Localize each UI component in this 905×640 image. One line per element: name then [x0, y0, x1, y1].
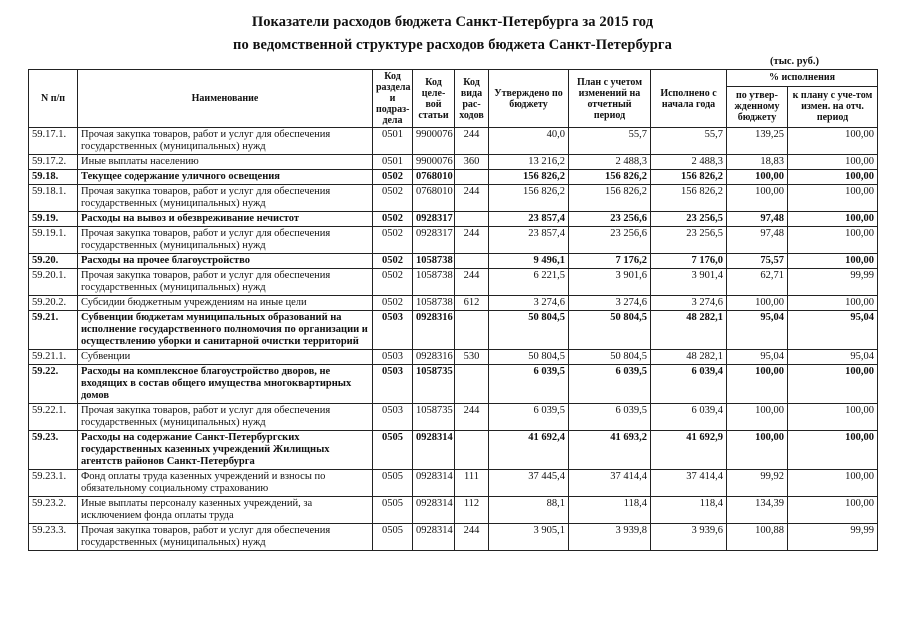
- cell-num: 59.23.3.: [29, 524, 78, 551]
- cell-type: [455, 170, 489, 185]
- cell-pct-approved: 100,00: [727, 365, 788, 404]
- units-label: (тыс. руб.): [770, 56, 819, 67]
- cell-pct-plan: 100,00: [788, 431, 878, 470]
- table-row: [29, 269, 878, 296]
- cell-num: 59.18.1.: [29, 185, 78, 212]
- cell-article: 9900076: [413, 155, 455, 170]
- cell-pct-approved: 100,00: [727, 170, 788, 185]
- cell-section: 0503: [373, 404, 413, 431]
- cell-executed: 118,4: [651, 497, 727, 524]
- cell-pct-plan: 95,04: [788, 311, 878, 350]
- cell-type: [455, 311, 489, 350]
- cell-plan: 156 826,2: [569, 185, 651, 212]
- cell-pct-approved: 139,25: [727, 128, 788, 155]
- cell-type: 244: [455, 404, 489, 431]
- cell-num: 59.19.1.: [29, 227, 78, 254]
- cell-num: 59.21.1.: [29, 350, 78, 365]
- cell-section: 0502: [373, 212, 413, 227]
- cell-pct-approved: 100,00: [727, 185, 788, 212]
- cell-executed: 37 414,4: [651, 470, 727, 497]
- header-section: Код раздела и подраз-дела: [373, 70, 413, 128]
- cell-section: 0505: [373, 497, 413, 524]
- cell-executed: 3 939,6: [651, 524, 727, 551]
- header-executed: Исполнено с начала года: [651, 70, 727, 128]
- cell-name: Субвенции: [78, 350, 373, 365]
- cell-section: 0502: [373, 269, 413, 296]
- cell-section: 0503: [373, 311, 413, 350]
- table-body: [29, 128, 878, 551]
- table-row: [29, 296, 878, 311]
- cell-pct-approved: 100,00: [727, 431, 788, 470]
- header-name: Наименование: [78, 70, 373, 128]
- table-row: [29, 170, 878, 185]
- cell-pct-approved: 100,88: [727, 524, 788, 551]
- header-type: Код вида рас-ходов: [455, 70, 489, 128]
- cell-type: 244: [455, 269, 489, 296]
- cell-executed: 156 826,2: [651, 185, 727, 212]
- cell-num: 59.23.: [29, 431, 78, 470]
- cell-pct-approved: 134,39: [727, 497, 788, 524]
- table-header: [29, 70, 878, 128]
- cell-pct-plan: 100,00: [788, 470, 878, 497]
- cell-executed: 55,7: [651, 128, 727, 155]
- cell-plan: 55,7: [569, 128, 651, 155]
- cell-pct-plan: 100,00: [788, 128, 878, 155]
- cell-pct-plan: 100,00: [788, 497, 878, 524]
- cell-pct-plan: 100,00: [788, 296, 878, 311]
- cell-pct-plan: 100,00: [788, 212, 878, 227]
- cell-article: 0928314: [413, 470, 455, 497]
- table-row: [29, 185, 878, 212]
- table-row: [29, 431, 878, 470]
- cell-approved: 41 692,4: [489, 431, 569, 470]
- cell-pct-approved: 99,92: [727, 470, 788, 497]
- cell-name: Прочая закупка товаров, работ и услуг для обеспечения государственных (муниципальных) нужд: [78, 128, 373, 155]
- cell-article: 1058738: [413, 254, 455, 269]
- budget-table: [28, 69, 878, 551]
- cell-article: 1058738: [413, 296, 455, 311]
- cell-article: 0928314: [413, 497, 455, 524]
- table-row: [29, 404, 878, 431]
- cell-approved: 37 445,4: [489, 470, 569, 497]
- cell-type: [455, 431, 489, 470]
- cell-plan: 50 804,5: [569, 350, 651, 365]
- cell-plan: 23 256,6: [569, 212, 651, 227]
- cell-pct-approved: 75,57: [727, 254, 788, 269]
- cell-executed: 156 826,2: [651, 170, 727, 185]
- cell-plan: 2 488,3: [569, 155, 651, 170]
- cell-approved: 6 039,5: [489, 365, 569, 404]
- cell-section: 0503: [373, 350, 413, 365]
- cell-pct-approved: 18,83: [727, 155, 788, 170]
- cell-article: 1058735: [413, 365, 455, 404]
- cell-num: 59.22.1.: [29, 404, 78, 431]
- cell-name: Расходы на комплексное благоустройство дворов, не входящих в состав общего имущества многоквартирных домов: [78, 365, 373, 404]
- cell-section: 0502: [373, 185, 413, 212]
- cell-approved: 50 804,5: [489, 311, 569, 350]
- cell-type: 112: [455, 497, 489, 524]
- cell-name: Прочая закупка товаров, работ и услуг для обеспечения государственных (муниципальных) нужд: [78, 404, 373, 431]
- cell-pct-approved: 97,48: [727, 212, 788, 227]
- table-row: [29, 254, 878, 269]
- cell-type: 111: [455, 470, 489, 497]
- cell-name: Расходы на вывоз и обезвреживание нечистот: [78, 212, 373, 227]
- cell-section: 0501: [373, 128, 413, 155]
- cell-plan: 23 256,6: [569, 227, 651, 254]
- table-row: [29, 128, 878, 155]
- cell-pct-approved: 100,00: [727, 404, 788, 431]
- cell-section: 0502: [373, 296, 413, 311]
- cell-plan: 37 414,4: [569, 470, 651, 497]
- table-row: [29, 155, 878, 170]
- header-plan: План с учетом изменений на отчетный период: [569, 70, 651, 128]
- cell-name: Иные выплаты населению: [78, 155, 373, 170]
- cell-plan: 118,4: [569, 497, 651, 524]
- table-row: [29, 212, 878, 227]
- table-row: [29, 365, 878, 404]
- cell-pct-plan: 100,00: [788, 227, 878, 254]
- cell-name: Расходы на прочее благоустройство: [78, 254, 373, 269]
- header-pct-plan: к плану с уче-том измен. на отч. период: [788, 86, 878, 127]
- cell-plan: 41 693,2: [569, 431, 651, 470]
- cell-pct-approved: 100,00: [727, 296, 788, 311]
- cell-pct-plan: 99,99: [788, 524, 878, 551]
- cell-type: 612: [455, 296, 489, 311]
- cell-num: 59.19.: [29, 212, 78, 227]
- cell-article: 0928317: [413, 227, 455, 254]
- cell-executed: 6 039,4: [651, 365, 727, 404]
- cell-name: Субвенции бюджетам муниципальных образований на исполнение государственного полномочия по организации и осуществлению уборки и санитарной очистки территорий: [78, 311, 373, 350]
- cell-executed: 48 282,1: [651, 350, 727, 365]
- cell-approved: 6 039,5: [489, 404, 569, 431]
- document-subtitle: по ведомственной структуре расходов бюджета Санкт-Петербурга: [233, 37, 672, 53]
- cell-section: 0501: [373, 155, 413, 170]
- cell-num: 59.23.1.: [29, 470, 78, 497]
- cell-plan: 6 039,5: [569, 365, 651, 404]
- cell-article: 0768010: [413, 170, 455, 185]
- table-row: [29, 524, 878, 551]
- cell-executed: 23 256,5: [651, 227, 727, 254]
- cell-name: Расходы на содержание Санкт-Петербургских государственных казенных учреждений Жилищных агентств районов Санкт-Петербурга: [78, 431, 373, 470]
- cell-pct-approved: 95,04: [727, 311, 788, 350]
- cell-pct-approved: 95,04: [727, 350, 788, 365]
- cell-executed: 23 256,5: [651, 212, 727, 227]
- cell-approved: 23 857,4: [489, 212, 569, 227]
- cell-num: 59.20.: [29, 254, 78, 269]
- cell-executed: 3 901,4: [651, 269, 727, 296]
- cell-executed: 41 692,9: [651, 431, 727, 470]
- cell-type: 244: [455, 524, 489, 551]
- cell-article: 1058735: [413, 404, 455, 431]
- cell-section: 0502: [373, 170, 413, 185]
- cell-executed: 7 176,0: [651, 254, 727, 269]
- cell-type: 360: [455, 155, 489, 170]
- cell-approved: 23 857,4: [489, 227, 569, 254]
- cell-name: Прочая закупка товаров, работ и услуг для обеспечения государственных (муниципальных) нужд: [78, 269, 373, 296]
- cell-pct-plan: 100,00: [788, 254, 878, 269]
- cell-name: Прочая закупка товаров, работ и услуг для обеспечения государственных (муниципальных) нужд: [78, 524, 373, 551]
- cell-pct-plan: 100,00: [788, 404, 878, 431]
- cell-type: 244: [455, 128, 489, 155]
- cell-type: [455, 365, 489, 404]
- cell-pct-plan: 99,99: [788, 269, 878, 296]
- cell-name: Субсидии бюджетным учреждениям на иные цели: [78, 296, 373, 311]
- cell-pct-plan: 100,00: [788, 170, 878, 185]
- table-row: [29, 311, 878, 350]
- cell-article: 0768010: [413, 185, 455, 212]
- cell-approved: 13 216,2: [489, 155, 569, 170]
- cell-approved: 50 804,5: [489, 350, 569, 365]
- cell-name: Иные выплаты персоналу казенных учреждений, за исключением фонда оплаты труда: [78, 497, 373, 524]
- cell-name: Текущее содержание уличного освещения: [78, 170, 373, 185]
- header-pct-approved: по утвер-жденному бюджету: [727, 86, 788, 127]
- table-row: [29, 227, 878, 254]
- cell-section: 0505: [373, 524, 413, 551]
- cell-pct-plan: 100,00: [788, 365, 878, 404]
- cell-approved: 40,0: [489, 128, 569, 155]
- cell-executed: 48 282,1: [651, 311, 727, 350]
- cell-article: 0928317: [413, 212, 455, 227]
- cell-num: 59.17.2.: [29, 155, 78, 170]
- cell-article: 0928316: [413, 311, 455, 350]
- cell-executed: 2 488,3: [651, 155, 727, 170]
- cell-num: 59.17.1.: [29, 128, 78, 155]
- cell-pct-approved: 62,71: [727, 269, 788, 296]
- header-approved: Утверждено по бюджету: [489, 70, 569, 128]
- cell-type: [455, 254, 489, 269]
- document-title: Показатели расходов бюджета Санкт-Петербурга за 2015 год: [251, 14, 654, 30]
- table-row: [29, 470, 878, 497]
- cell-type: 530: [455, 350, 489, 365]
- cell-num: 59.21.: [29, 311, 78, 350]
- cell-article: 0928314: [413, 431, 455, 470]
- cell-article: 9900076: [413, 128, 455, 155]
- cell-approved: 3 905,1: [489, 524, 569, 551]
- cell-pct-plan: 100,00: [788, 185, 878, 212]
- cell-approved: 156 826,2: [489, 185, 569, 212]
- cell-type: [455, 212, 489, 227]
- cell-section: 0503: [373, 365, 413, 404]
- cell-pct-plan: 100,00: [788, 155, 878, 170]
- cell-section: 0502: [373, 254, 413, 269]
- header-article: Код целе-вой статьи: [413, 70, 455, 128]
- cell-approved: 9 496,1: [489, 254, 569, 269]
- cell-plan: 156 826,2: [569, 170, 651, 185]
- cell-pct-plan: 95,04: [788, 350, 878, 365]
- cell-plan: 7 176,2: [569, 254, 651, 269]
- cell-plan: 3 901,6: [569, 269, 651, 296]
- cell-plan: 50 804,5: [569, 311, 651, 350]
- cell-name: Прочая закупка товаров, работ и услуг для обеспечения государственных (муниципальных) нужд: [78, 185, 373, 212]
- cell-article: 0928316: [413, 350, 455, 365]
- table-row: [29, 350, 878, 365]
- cell-executed: 6 039,4: [651, 404, 727, 431]
- cell-article: 0928314: [413, 524, 455, 551]
- cell-plan: 3 274,6: [569, 296, 651, 311]
- cell-executed: 3 274,6: [651, 296, 727, 311]
- cell-approved: 3 274,6: [489, 296, 569, 311]
- cell-approved: 88,1: [489, 497, 569, 524]
- cell-num: 59.23.2.: [29, 497, 78, 524]
- cell-approved: 6 221,5: [489, 269, 569, 296]
- cell-num: 59.22.: [29, 365, 78, 404]
- cell-section: 0502: [373, 227, 413, 254]
- cell-type: 244: [455, 185, 489, 212]
- cell-section: 0505: [373, 431, 413, 470]
- cell-num: 59.18.: [29, 170, 78, 185]
- cell-article: 1058738: [413, 269, 455, 296]
- table-row: [29, 497, 878, 524]
- cell-pct-approved: 97,48: [727, 227, 788, 254]
- cell-type: 244: [455, 227, 489, 254]
- cell-approved: 156 826,2: [489, 170, 569, 185]
- header-pct-group: % исполнения: [727, 70, 878, 87]
- cell-num: 59.20.1.: [29, 269, 78, 296]
- cell-plan: 3 939,8: [569, 524, 651, 551]
- cell-name: Фонд оплаты труда казенных учреждений и взносы по обязательному социальному страхованию: [78, 470, 373, 497]
- cell-num: 59.20.2.: [29, 296, 78, 311]
- cell-plan: 6 039,5: [569, 404, 651, 431]
- cell-section: 0505: [373, 470, 413, 497]
- cell-name: Прочая закупка товаров, работ и услуг для обеспечения государственных (муниципальных) нужд: [78, 227, 373, 254]
- header-num: N п/п: [29, 70, 78, 128]
